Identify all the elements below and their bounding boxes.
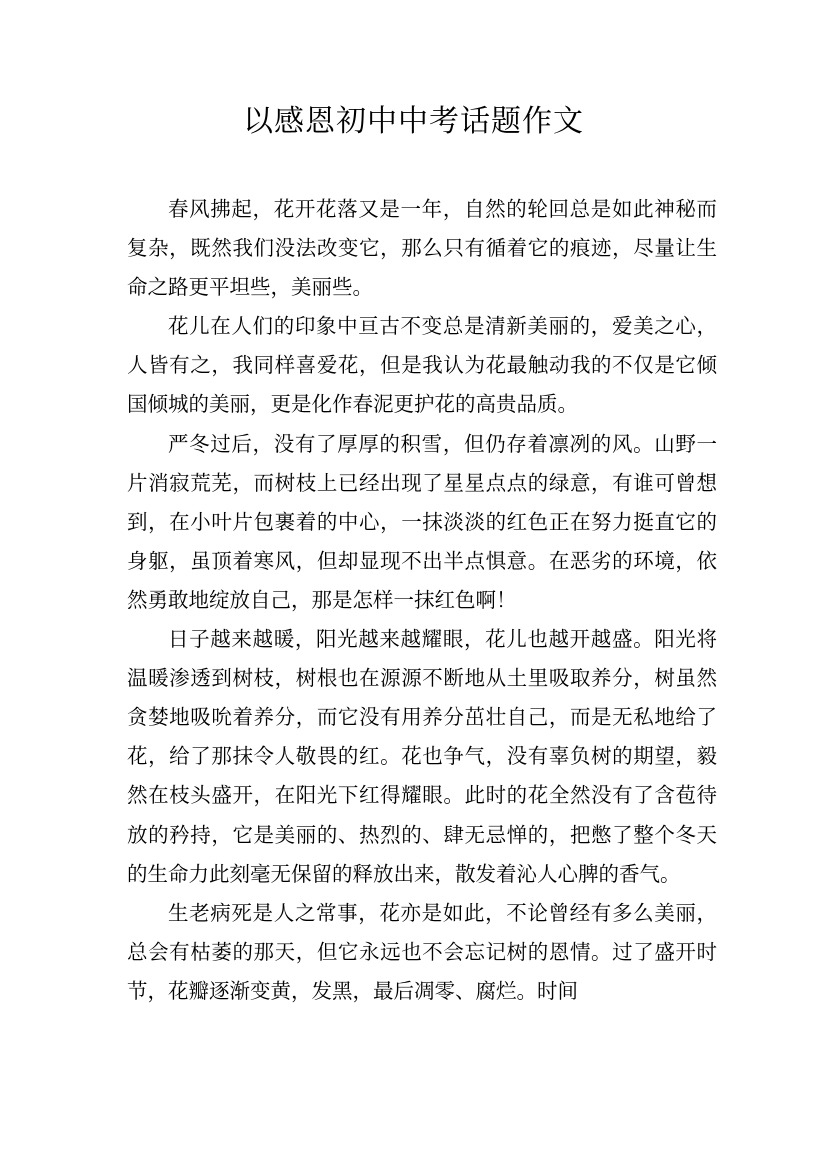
paragraph-3: 严冬过后，没有了厚厚的积雪，但仍存着凛冽的风。山野一片消寂荒芜，而树枝上已经出现了星星点点的绿意，有谁可曾想到，在小叶片包裹着的中心，一抹淡淡的红色正在努力挺直它的身躯，虽顶着寒风，但却显现不出半点惧意。在恶劣的环境，依然勇敢地绽放自己，那是怎样一抹红色啊！: [127, 431, 717, 612]
paragraph-2: 花儿在人们的印象中亘古不变总是清新美丽的，爱美之心，人皆有之，我同样喜爱花，但是我认为花最触动我的不仅是它倾国倾城的美丽，更是化作春泥更护花的高贵品质。: [127, 314, 717, 417]
paragraph-5: 生老病死是人之常事，花亦是如此，不论曾经有多么美丽，总会有枯萎的那天，但它永远也不会忘记树的恩情。过了盛开时节，花瓣逐渐变黄，发黑，最后凋零、腐烂。时间: [127, 900, 717, 1003]
paragraph-1: 春风拂起，花开花落又是一年，自然的轮回总是如此神秘而复杂，既然我们没法改变它，那么只有循着它的痕迹，尽量让生命之路更平坦些，美丽些。: [127, 197, 717, 300]
document-title: 以感恩初中中考话题作文: [243, 104, 584, 139]
document-body: [127, 190, 717, 1011]
paragraph-4: 日子越来越暖，阳光越来越耀眼，花儿也越开越盛。阳光将温暖渗透到树枝，树根也在源源不断地从土里吸取养分，树虽然贪婪地吸吮着养分，而它没有用养分茁壮自己，而是无私地给了花，给了那抹令人敬畏的红。花也争气，没有辜负树的期望，毅然在枝头盛开，在阳光下红得耀眼。此时的花全然没有了含苞待放的矜持，它是美丽的、热烈的、肆无忌惮的，把憋了整个冬天的生命力此刻毫无保留的释放出来，散发着沁人心脾的香气。: [127, 627, 717, 886]
